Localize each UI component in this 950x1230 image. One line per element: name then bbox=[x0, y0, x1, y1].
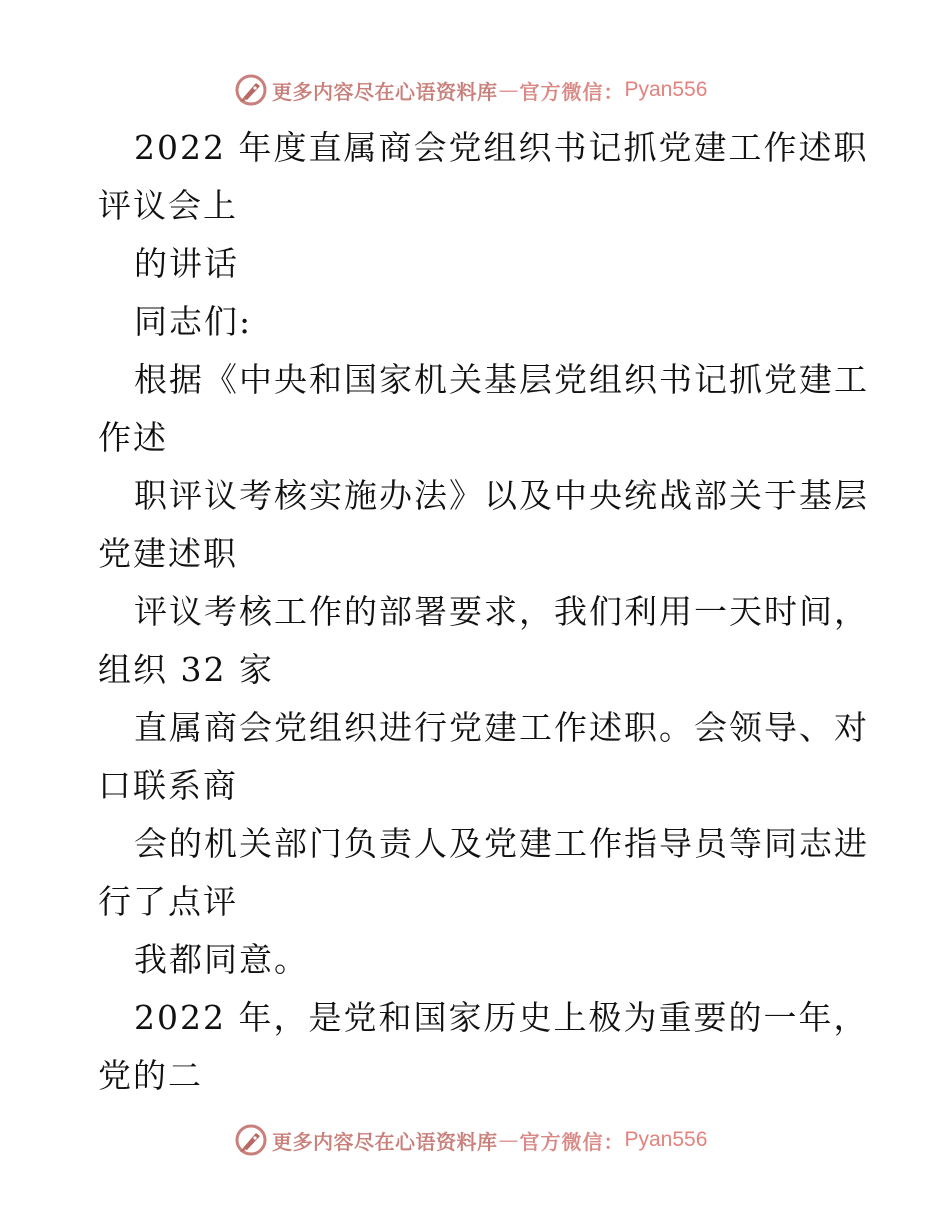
watermark-wechat-id: Pyan556 bbox=[624, 78, 708, 101]
watermark-wechat-id: Pyan556 bbox=[624, 1128, 708, 1151]
watermark-separator: — bbox=[498, 78, 519, 102]
pen-nib-logo-icon bbox=[234, 73, 268, 107]
watermark-wechat-label: 官方微信： bbox=[519, 79, 625, 104]
watermark-text: 更多内容尽在心语资料库 bbox=[272, 1129, 498, 1154]
text-line: 党建述职 bbox=[98, 534, 238, 573]
watermark-separator: — bbox=[498, 1128, 519, 1152]
text-line: 评议考核工作的部署要求，我们利用一天时间， bbox=[134, 592, 869, 631]
text-line: 作述 bbox=[98, 418, 168, 457]
text-line: 会的机关部门负责人及党建工作指导员等同志进 bbox=[134, 824, 869, 863]
text-line: 根据《中央和国家机关基层党组织书记抓党建工 bbox=[134, 360, 869, 399]
watermark-wechat-label: 官方微信： bbox=[519, 1129, 625, 1154]
text-line: 直属商会党组织进行党建工作述职。会领导、对 bbox=[134, 708, 869, 747]
watermark-banner-top bbox=[234, 72, 707, 108]
text-line: 评议会上 bbox=[98, 186, 238, 225]
text-line: 党的二 bbox=[98, 1056, 203, 1095]
text-line: 行了点评 bbox=[98, 882, 238, 921]
text-line: 的讲话 bbox=[134, 244, 239, 283]
text-line: 2022 年度直属商会党组织书记抓党建工作述职 bbox=[134, 128, 869, 167]
pen-nib-logo-icon bbox=[234, 1123, 268, 1157]
text-line: 口联系商 bbox=[98, 766, 238, 805]
text-line: 2022 年，是党和国家历史上极为重要的一年， bbox=[134, 998, 869, 1037]
text-line: 职评议考核实施办法》以及中央统战部关于基层 bbox=[134, 476, 869, 515]
watermark-banner-bottom bbox=[234, 1122, 707, 1158]
text-line: 组织 32 家 bbox=[98, 650, 274, 689]
watermark-text: 更多内容尽在心语资料库 bbox=[272, 79, 498, 104]
text-line: 我都同意。 bbox=[134, 940, 309, 979]
text-line: 同志们: bbox=[134, 302, 253, 341]
